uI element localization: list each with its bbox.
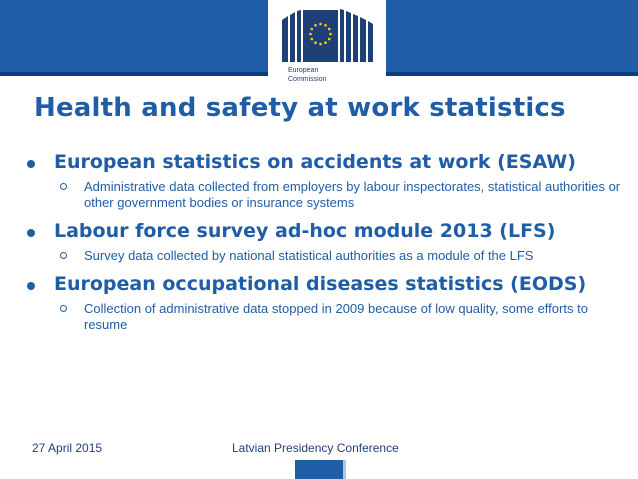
bullet-item [24, 219, 624, 264]
bullet-dot-icon [27, 282, 35, 290]
sub-bullet-item [54, 248, 624, 264]
sub-bullet-text: Survey data collected by national statistical authorities as a module of the LFS [84, 248, 534, 263]
footer-event-name: Latvian Presidency Conference [232, 441, 399, 455]
bullet-heading: Labour force survey ad-hoc module 2013 (LFS) [54, 220, 556, 242]
sub-bullet-item [54, 179, 624, 211]
european-commission-logo [268, 0, 386, 92]
sub-bullet-ring-icon [60, 183, 67, 190]
slide-title: Health and safety at work statistics [34, 93, 566, 123]
sub-bullet-text: Administrative data collected from employers by labour inspectorates, statistical authorities or other government bodies or insurance systems [84, 179, 621, 210]
footer-flag-bar [295, 460, 346, 479]
logo-line-1: European [288, 67, 319, 74]
logo-text [288, 66, 327, 84]
bullet-item [24, 150, 624, 211]
bullet-heading: European occupational diseases statistics (EODS) [54, 273, 587, 295]
bullet-list [24, 150, 624, 341]
bullet-heading: European statistics on accidents at work (ESAW) [54, 151, 576, 173]
sub-bullet-text: Collection of administrative data stopped in 2009 because of low quality, some efforts to resume [84, 301, 588, 332]
ec-building-flag-icon [278, 6, 376, 64]
logo-line-2: Commission [288, 76, 327, 83]
bullet-item [24, 272, 624, 333]
bullet-dot-icon [27, 229, 35, 237]
footer-date: 27 April 2015 [32, 441, 103, 455]
sub-bullet-item [54, 301, 624, 333]
bullet-dot-icon [27, 160, 35, 168]
sub-bullet-ring-icon [60, 305, 67, 312]
sub-bullet-ring-icon [60, 252, 67, 259]
